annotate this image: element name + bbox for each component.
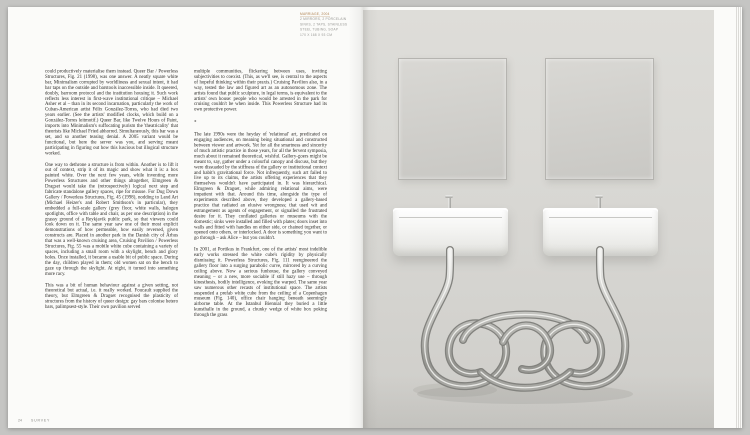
body-paragraph: In 2001, at Portikus in Frankfurt, one of the artists' most indelible early works stressed the white cube's rigidity by physically dismissing it. Powerless Structures, Fig. 111 reengineered the gallery floor into a surging parabolic curve, mirrored by a curving ceiling above. Now a serious funhouse, the gallery conveyed meaning – or a new, more sociable if still hazy use – through kinesthesis, bodily intelligence, evoking the warped. The same year saw numerous other recasts of institutional space. The artists suspended a prefab white cube from the ceiling of a Copenhagen museum (Fig. 140), office chair hanging beneath seemingly airborne table. At the Istanbul Biennial they buried a little kunsthalle in the ground, a chunky wedge of white box poking through the grass [194, 246, 327, 318]
artwork-photo [363, 10, 714, 428]
right-page [363, 7, 742, 428]
book-spread [8, 7, 742, 428]
artwork-caption [300, 12, 356, 38]
text-column-left [45, 69, 178, 316]
caption-materials-line: STEEL TUBING, SOAP [300, 28, 339, 32]
caption-materials-line: 2 MIRRORS, 2 PORCELAIN [300, 17, 347, 22]
section-label: SURVEY [31, 419, 51, 423]
section-break-asterisk: * [194, 119, 197, 126]
caption-dimensions: 170 X 168 X 93 CM [300, 33, 333, 37]
caption-materials-line: SINKS, 2 TAPS, STAINLESS [300, 22, 348, 27]
body-paragraph: could productively materialise them instead. Queer Bar / Powerless Structures, Fig. 21 (1998), was one answer. A neatly square white bar, Minimalism corrupted by worldliness and sexual intent, it had bar taps on the outside and barstools inaccessible inside. It queered, doubly, barroom protocol and the institution housing it. Such work reflects less interest in first-wave institutional critique – Michael Asher et al – than in its second incarnation, particularly the work of Cuban-American artist Félix González-Torres, who had died two years earlier. (See the artists' modified clocks, which build on a González-Torres leitmotif.) Queer Bar, like Twelve Hours of Paint, imports into Minimalism's suffocating purism the 'theatricality' that theorists like Michael Fried abhorred. Simultaneously, this bar was a set, and so another teasing denial. A 2005 variant would be functional, but here the server was you, and serving meant participating in figuring out how this luscious but illogical structure worked. [45, 68, 178, 156]
page-fore-edge [736, 7, 742, 428]
page-footer [18, 419, 118, 423]
pipe-tangle-graphic [363, 10, 714, 428]
body-paragraph: multiple communities, flickering between uses, inviting subjectivities to coexist. (This, as we'll see, is central to the aspects of hopeful thinking within their praxis.) Cruising Pavilion also, in a way, tested the law and figured art as an autonomous zone. The artists found that public sculpture, in legal terms, is equivalent to the artists' own house: people who would be arrested in the park for cruising couldn't be when inside. This Powerless Structure had its own protective power. [194, 68, 327, 113]
text-column-right [194, 69, 327, 324]
body-paragraph: This was a bit of human behaviour against a given setting, not theoretical but actual, i.e. it really worked. Foucault supplied the theory, but Elmgreen & Dragset recognised the plasticity of structures from the history of queer design: gay bars colonise hetero bars, palimpsest-style. Their own pavilion served [45, 282, 178, 310]
page-number: 24 [18, 419, 22, 423]
body-paragraph: One way to dethrone a structure is from within. Another is to lift it out of context, strip it of its magic and show what it is: a box painted white. Over the next few years, while inventing more Powerless Structures and other things altogether, Elmgreen & Dragset would take the (retrospectively) logical next step and fabricate standalone gallery spaces, ripe for misuse. For Dug Down Gallery / Powerless Structures, Fig. 45 (1998), nodding to Land Art (Michael Heizer's and Robert Smithson's in particular), they embedded a full-scale gallery (grey floor, white walls, halogen spotlights, office with table and chair, as per one description) in the grassy ground of a Reykjavik public park, so that viewers could look down on it. The same year saw one of their most explicit demonstrations of how permeable, how easily reversed, given constructs are. Placed in another park in the Danish city of Århus that was a well-known cruising area, Cruising Pavilion / Powerless Structures, Fig. 55 was a mobile white cube containing a variety of spaces, including a small room with a skylight, bench and glory holes. Once installed, it became a usable bit of public space. During the day, children played in them; old women sat on the bench to gaze up through the skylight. At night, it turned into something more racy. [45, 161, 178, 277]
caption-title: MARRIAGE, 2004 [300, 12, 330, 16]
body-paragraph: The late 1990s were the heyday of 'relational' art, predicated on engaging audiences, on meaning being situational and constructed between viewer and artwork. Yet for all the smartness and sincerity of much artistic practice in those years, for all the fervent symposia, much about it remained theoretical, wishful. Gallery-goers might be meant to, say, gather under a colourful canopy and discuss, but they were dissuaded by the stiffness of the gallery or institutional context and habit's gravitational force. Not infrequently, such art failed to live up to its claims, the artists offering experiences that they themselves wouldn't have participated in. It was hierarchical. Elmgreen & Dragset, while admiring relational aims, were impatient with that. Around this time, alongside the type of experiments described above, they developed a gallery-based practice that radiated an elusive wrongness; that used wit and estrangement as agents of engagement, or signalled the frustrated desire for it. They conflated galleries or museums with the domestic; sinks were installed and filled with plates; doors inset into walls and fitted with handles on either side, or chained together, or opened onto others, or interlocked. A door is something you want to go through – ask Alice – but you couldn't. [194, 131, 327, 241]
